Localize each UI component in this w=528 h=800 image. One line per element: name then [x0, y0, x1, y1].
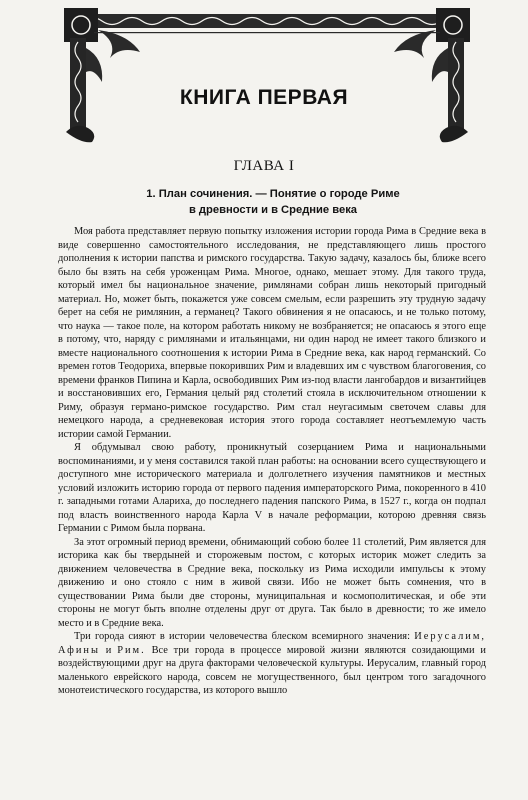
paragraph-rest: Все три города в процессе мировой жизни являются созидающими и воздействующими друг на друга факторами человеческой культуры. Иерусалим, главный город маленького еврейского народа, совсем не могущественного, был центром того загадочного монотеистического государства, из которого вышло [58, 644, 486, 696]
ornament-border-graphic [64, 8, 470, 144]
conjunction: и [105, 644, 112, 656]
paragraph: Я обдумывал свою работу, проникнутый созерцанием Рима и национальными воспоминаниями, и у меня составился такой план работы: на основании всего существующего и доступного мне исторического материала и долголетнего изучения памятников и местных условий изложить историю города от первого падения императорского Рима, покоренного в 410 г. западными готами Алариха, до последнего падения папского Рима, в 1527 г., когда он подпал под власть воинственного народа Карла V в начале реформации, которою древняя связь Германии с Римом была порвана. [58, 442, 486, 534]
paragraph-three-cities [58, 630, 486, 698]
section-heading [108, 186, 438, 218]
book-title: КНИГА ПЕРВАЯ [179, 86, 349, 109]
ornamental-frame [64, 8, 470, 144]
section-heading-line-1: 1. План сочинения. — Понятие о городе Риме [146, 188, 400, 200]
city-jerusalem: Иерусалим, [414, 631, 486, 642]
city-athens: Афины [58, 644, 100, 656]
body-text [58, 225, 486, 698]
paragraph: Моя работа представляет первую попытку изложения истории города Рима в Средние века в виде совершенно самостоятельного исследования, не представляющего лишь простого дополнения к истории папства и римского государства. Такую задачу, казалось бы, ближе всего было бы взять на себя уроженцам Рима. Многое, однако, мешает этому. Для такого труда, который имел бы национальное значение, римлянами собран лишь некоторый пригодный материал. Но, может быть, покажется уже совсем смелым, если разрешить эту трудную задачу берет на себя не римлянин, а германец? Такого обвинения я не опасаюсь, и не только потому, что наука — такое поле, на котором работать никому не возбраняется; не опасаюсь я этого еще в потому, что, наряду с римлянами и итальянцами, ни один народ не имеет такого близкого и вместе национального соотношения к истории Рима в Средние века, как народ германский. Со времен готов Теодориха, впервые покоривших Рим и владевших им с чувством благоговения, со времени франков Пипина и Карла, освободивших Рим из-под власти лангобардов и византийцев и восстановивших его, Германия целый ряд столетий стояла в исключительном отношении к Риму, образуя германо-римское государство. Рим стал неугасимым светочем славы для немецкого народа, а средневековая история этого города составляет неотъемлемую часть истории самой Германии. [58, 226, 486, 440]
section-heading-line-2: в древности и в Средние века [188, 204, 358, 216]
city-rome: Рим. [117, 644, 146, 656]
chapter-title: ГЛАВА I [233, 158, 295, 174]
paragraph-lead: Три города сияют в истории человечества блеском всемирного значения: [74, 631, 410, 642]
paragraph: За этот огромный период времени, обнимающий собою более 11 столетий, Рим является для историка как бы твердыней и сторожевым постом, с которых историк может следить за движением человечества в Средние века, поскольку из Рима исходили импульсы к этому движению и оно стояло с ним в живой связи. Ибо не может быть сомнения, что в существовании Рима были две стороны, муниципальная и космополитическая, и обе эти стороны не могут быть вполне отделены друг от друга. Так было в древности; то же имело место и в Средние века. [58, 536, 486, 629]
